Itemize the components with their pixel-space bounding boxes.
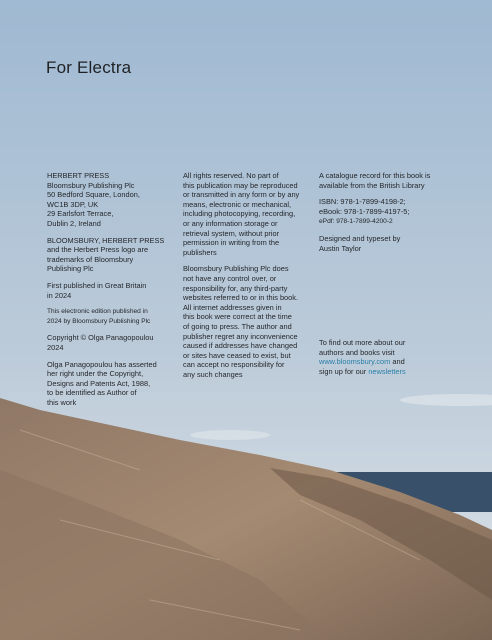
imprint-column-3 <box>319 171 443 384</box>
moral-rights: Olga Panagopoulou has asserted her right under the Copyright, Designs and Patents Act, 1988, to be identified as Author of this work <box>47 359 157 407</box>
epdf-isbn: ePdf: 978-1-7899-4200-2 <box>319 218 393 226</box>
imprint-column-2 <box>183 171 307 386</box>
imprint-column-1 <box>47 171 165 414</box>
publisher-address: HERBERT PRESS Bloomsbury Publishing Plc 50 Bedford Square, London, WC1B 3DP, UK 29 Earlsfort Terrace, Dublin 2, Ireland <box>47 171 140 228</box>
copyright-notice: Copyright © Olga Panagopoulou 2024 <box>47 333 154 352</box>
trademark-notice: BLOOMSBURY, HERBERT PRESS and the Herbert Press logo are trademarks of Bloomsbury Publishing Plc <box>47 235 165 274</box>
isbn: ISBN: 978-1-7899-4198-2; <box>319 197 406 207</box>
ebook-isbn: eBook: 978-1-7899-4197-5; <box>319 206 410 216</box>
designed-by: Designed and typeset by Austin Taylor <box>319 233 401 253</box>
catalogue-record: A catalogue record for this book is available from the British Library <box>319 171 431 190</box>
rights-reserved: All rights reserved. No part of this publication may be reproduced or transmitted in any form or by any means, electronic or mechanical, including photocopying, recording, or any information storage or retrieval system, without prior permission in writing from the publishers <box>183 171 300 257</box>
website-link[interactable]: www.bloomsbury.com <box>319 357 391 367</box>
first-published: First published in Great Britain in 2024 <box>47 280 147 300</box>
third-party-disclaimer: Bloomsbury Publishing Plc does not have any control over, or responsibility for, any third-party websites referred to or in this book. All internet addresses given in this book were correct at the time of going to press. The author and publisher regret any inconvenience caused if addresses have changed or sites have ceased to exist, but can accept no responsibility for any such changes <box>183 264 299 379</box>
isbn-block <box>319 197 443 227</box>
find-out-more <box>319 338 443 376</box>
dedication: For Electra <box>46 58 132 77</box>
electronic-edition: This electronic edition published in 2024 by Bloomsbury Publishing Plc <box>47 308 151 325</box>
and-text: and <box>390 357 405 367</box>
newsletters-link[interactable]: newsletters <box>368 366 406 376</box>
signup-text: sign up for our <box>319 366 369 376</box>
find-out-text: To find out more about our authors and books visit <box>319 338 406 357</box>
